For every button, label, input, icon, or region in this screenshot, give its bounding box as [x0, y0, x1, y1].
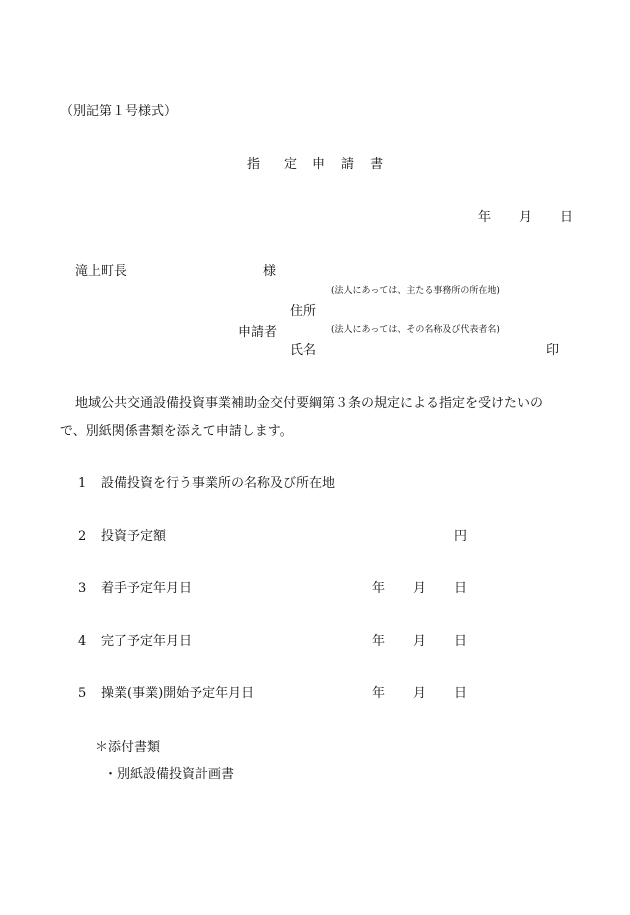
date-day-label: 日: [560, 210, 574, 225]
year-label: 年: [372, 686, 386, 701]
item-label: 着手予定年月日: [101, 581, 193, 596]
item-number: 4: [78, 634, 87, 649]
item-number: 5: [78, 686, 87, 701]
applicant-label: 申請者: [238, 325, 278, 340]
title-char: 書: [370, 157, 384, 172]
address-label: 住所: [290, 304, 317, 319]
document-title: [247, 157, 383, 173]
attachments-heading: ＊添付書類: [95, 740, 161, 755]
yen-unit: 円: [454, 529, 468, 544]
year-label: 年: [372, 634, 386, 649]
date-month-label: 月: [519, 210, 533, 225]
day-label: 日: [454, 686, 468, 701]
name-note: (法人にあっては、その名称及び代表者名): [331, 325, 500, 335]
month-label: 月: [413, 634, 427, 649]
item-number: 1: [78, 476, 87, 491]
title-char: 指: [247, 157, 261, 172]
item-label: 設備投資を行う事業所の名称及び所在地: [101, 476, 336, 491]
day-label: 日: [454, 581, 468, 596]
item-label: 完了予定年月日: [101, 634, 193, 649]
body-line-1: 地域公共交通設備投資事業補助金交付要綱第３条の規定による指定を受けたいの: [75, 396, 544, 411]
item-label: 投資予定額: [101, 529, 167, 544]
title-char: 定: [284, 157, 298, 172]
year-label: 年: [372, 581, 386, 596]
name-label: 氏名: [290, 343, 317, 358]
month-label: 月: [413, 581, 427, 596]
addressee-name: 滝上町長: [75, 264, 128, 279]
month-label: 月: [413, 686, 427, 701]
body-line-2: で、別紙関係書類を添えて申請します。: [60, 424, 293, 439]
day-label: 日: [454, 634, 468, 649]
attachment-item: ・別紙設備投資計画書: [104, 767, 235, 782]
item-label: 操業(事業)開始予定年月日: [101, 686, 255, 701]
item-number: 3: [78, 581, 87, 596]
form-reference: （別記第１号様式）: [60, 104, 178, 119]
date-year-label: 年: [478, 210, 492, 225]
address-note: (法人にあっては、主たる事務所の所在地): [331, 286, 500, 296]
title-char: 申: [312, 157, 326, 172]
seal-mark: 印: [546, 343, 560, 358]
addressee-honorific: 様: [263, 264, 277, 279]
title-char: 請: [341, 157, 355, 172]
item-number: 2: [78, 529, 87, 544]
